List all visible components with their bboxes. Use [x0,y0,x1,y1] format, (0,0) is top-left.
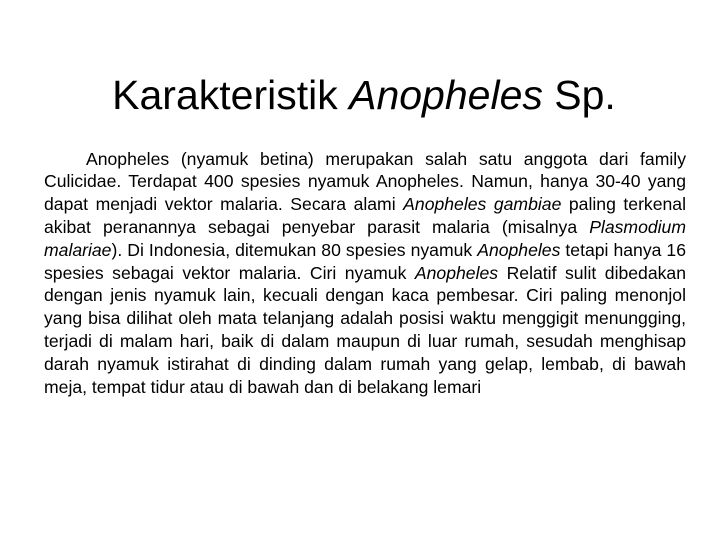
body-italic-1: Anopheles gambiae [403,194,562,215]
title-italic: Anopheles [349,72,543,119]
slide-title [40,69,688,121]
body-italic-2: Plasmodium malariae [44,216,686,260]
body-italic-3: Anopheles [477,239,561,260]
body-text-3: ). Di Indonesia, ditemukan 80 spesies nyamuk [111,239,478,260]
title-suffix: Sp. [542,72,616,119]
body-paragraph [44,148,686,399]
body-text-2: paling terkenal akibat peranannya sebagai penyebar parasit malaria (misalnya [44,194,686,237]
title-prefix: Karakteristik [112,72,350,119]
body-italic-4: Anopheles [414,262,499,283]
body-text-1: Anopheles (nyamuk betina) merupakan salah satu anggota dari family Culicidae. Terdapat 400 spesies nyamuk Anopheles. Namun, hanya 30-40 yang dapat menjadi vektor malaria. Secara alami [44,148,686,215]
body-text-4: tetapi hanya 16 spesies sebagai vektor malaria. Ciri nyamuk [44,239,686,283]
body-text-5: Relatif sulit dibedakan dengan jenis nyamuk lain, kecuali dengan kaca pembesar. Ciri paling menonjol yang bisa dilihat oleh mata telanjang adalah posisi waktu menggigit menungging, terjadi di malam hari, baik di dalam maupun di luar rumah, sesudah menghisap darah nyamuk istirahat di dinding dalam rumah yang gelap, lembab, di bawah meja, tempat tidur atau di bawah dan di belakang lemari [44,262,686,397]
